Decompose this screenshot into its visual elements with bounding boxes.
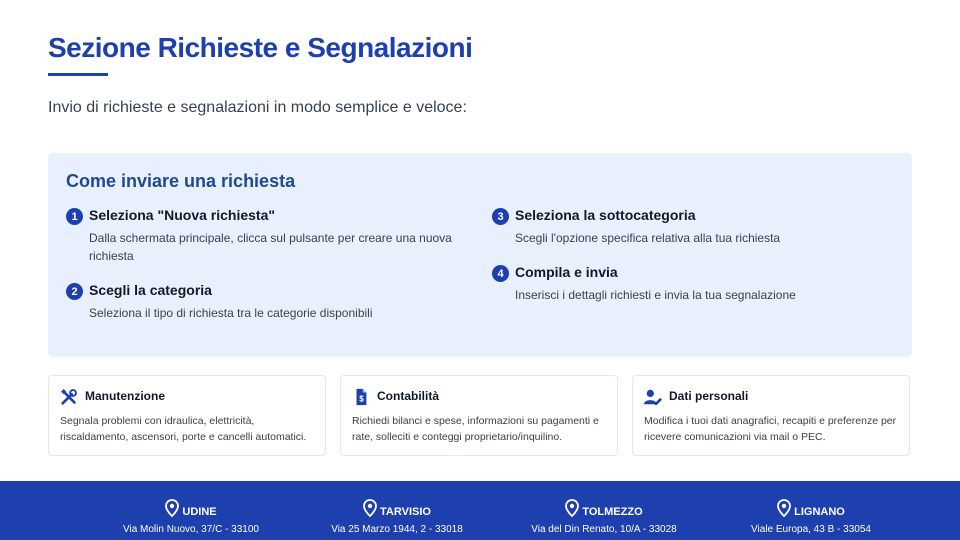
category-card-manutenzione[interactable] [48, 375, 326, 456]
user-edit-icon [644, 388, 662, 406]
footer-locations [0, 481, 960, 540]
card-title: Dati personali [669, 389, 749, 403]
step-description: Seleziona il tipo di richiesta tra le categorie disponibili [89, 306, 373, 320]
location-lignano [706, 498, 916, 535]
card-description: Modifica i tuoi dati anagrafici, recapiti e preferenze per ricevere comunicazioni via mail o PEC. [644, 415, 897, 443]
step-number-badge: 4 [492, 265, 509, 282]
card-description: Richiedi bilanci e spese, informazioni su pagamenti e rate, solleciti e conteggi proprietario/inquilino. [352, 415, 599, 443]
step-number-badge: 1 [66, 208, 83, 225]
step-title: Seleziona la sottocategoria [515, 207, 696, 223]
location-city: UDINE [182, 505, 217, 518]
location-city: TOLMEZZO [582, 505, 643, 518]
page-title: Sezione Richieste e Segnalazioni [48, 32, 473, 63]
step-description: Dalla schermata principale, clicca sul pulsante per creare una nuova richiesta [89, 231, 452, 263]
map-pin-icon [565, 499, 579, 517]
location-city: TARVISIO [380, 505, 431, 518]
svg-text:$: $ [359, 394, 364, 404]
step-description: Scegli l'opzione specifica relativa alla tua richiesta [515, 231, 781, 245]
location-address: Via Molin Nuovo, 37/C - 33100 [122, 524, 259, 535]
location-udine [86, 498, 296, 535]
card-description: Segnala problemi con idraulica, elettricità, riscaldamento, ascensori, porte e cancelli automatici. [60, 415, 307, 443]
category-card-contabilita[interactable] [340, 375, 618, 456]
location-city: LIGNANO [794, 505, 845, 518]
page-subtitle: Invio di richieste e segnalazioni in modo semplice e veloce: [48, 99, 467, 116]
invoice-dollar-icon [352, 388, 370, 406]
how-to-panel [48, 153, 912, 357]
location-tolmezzo [499, 498, 709, 535]
step-title: Compila e invia [515, 264, 618, 280]
map-pin-icon [777, 499, 791, 517]
location-address: Via del Din Renato, 10/A - 33028 [531, 524, 677, 535]
step-description: Inserisci i dettagli richiesti e invia la tua segnalazione [515, 288, 796, 302]
step-title: Scegli la categoria [89, 282, 212, 298]
step-number-badge: 2 [66, 283, 83, 300]
tools-icon [60, 388, 78, 406]
how-to-title: Come inviare una richiesta [66, 171, 296, 191]
map-pin-icon [363, 499, 377, 517]
step-title: Seleziona "Nuova richiesta" [89, 207, 276, 223]
map-pin-icon [165, 499, 179, 517]
step-number-badge: 3 [492, 208, 509, 225]
location-address: Viale Europa, 43 B - 33054 [751, 524, 871, 535]
card-title: Manutenzione [85, 389, 165, 403]
location-address: Via 25 Marzo 1944, 2 - 33018 [331, 524, 463, 535]
location-tarvisio [292, 498, 502, 535]
card-title: Contabilità [377, 389, 439, 403]
title-underline [48, 73, 108, 76]
category-card-dati-personali[interactable] [632, 375, 910, 456]
